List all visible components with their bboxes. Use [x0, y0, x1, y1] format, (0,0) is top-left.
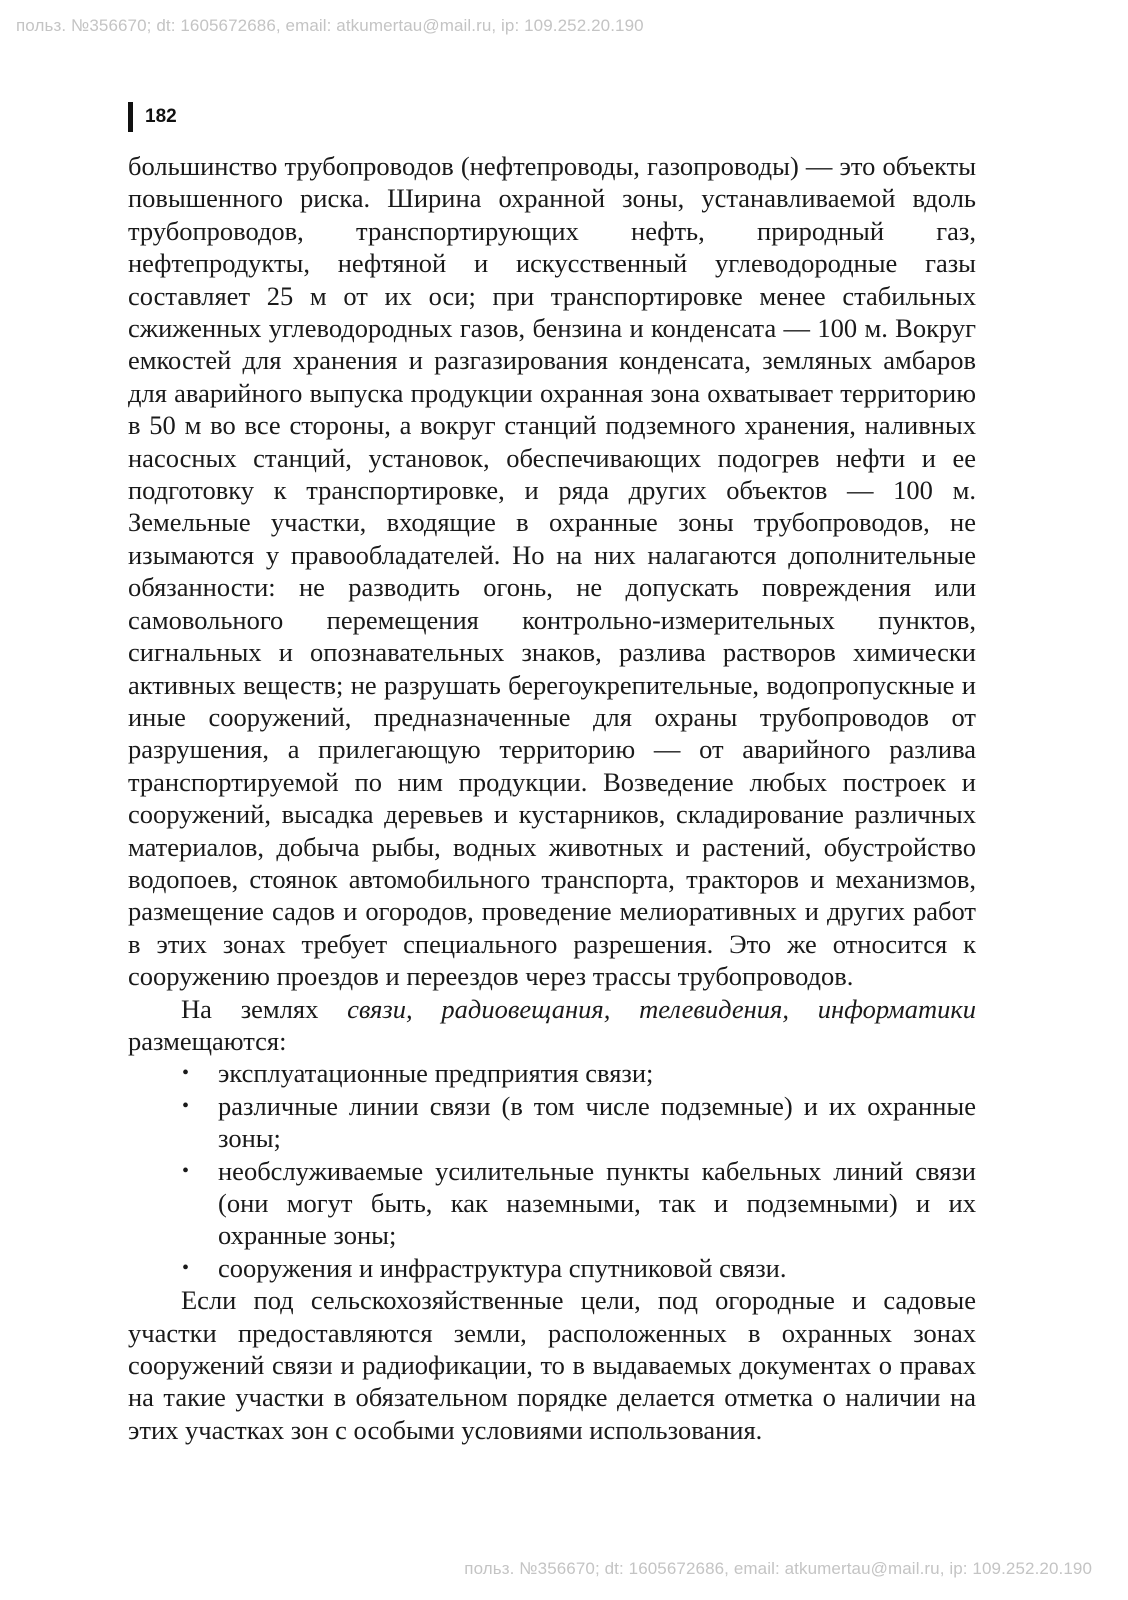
list-item-text: эксплуатационные предприятия связи;: [218, 1058, 654, 1089]
page-number: [128, 102, 177, 132]
bullet-icon: •: [182, 1256, 190, 1279]
page-number-text: 182: [145, 106, 177, 127]
list-item: [128, 1155, 976, 1252]
paragraph-pipelines: большинство трубопроводов (нефтепроводы, газопроводы) — это объекты повышенного риска. Ширина охранной зоны, устанавливаемой вдоль трубопроводов, транспортирующих нефть, природный газ, нефтепродукты, нефтяной и искусственный углеводородные газы составляет 25 м от их оси; при транспортировке менее стабильных сжиженных углеводородных газов, бензина и конденсата — 100 м. Вокруг емкостей для хранения и разгазирования конденсата, земляных амбаров для аварийного выпуска продукции охранная зона охватывает территорию в 50 м во все стороны, а вокруг станций подземного хранения, наливных насосных станций, установок, обеспечивающих подогрев нефти и ее подготовку к транспортировке, и ряда других объектов — 100 м. Земельные участки, входящие в охранные зоны трубопроводов, не изымаются у правообладателей. Но на них налагаются дополнительные обязанности: не разводить огонь, не допускать повреждения или самовольного перемещения контрольно-измерительных пунктов, сигнальных и опознавательных знаков, разлива растворов химически активных веществ; не разрушать берегоукрепительные, водопропускные и иные сооружений, предназначенные для охраны трубопроводов от разрушения, а прилегающую территорию — от аварийного разлива транспортируемой по ним продукции. Возведение любых построек и сооружений, высадка деревьев и кустарников, складирование различных материалов, добыча рыбы, водных животных и растений, обустройство водопоев, стоянок автомобильного транспорта, тракторов и механизмов, размещение садов и огородов, проведение мелиоративных и других работ в этих зонах требует специального разрешения. Это же относится к сооружению проездов и переездов через трассы трубопроводов.: [128, 151, 976, 992]
list-item-text: различные линии связи (в том числе подземные) и их охранные зоны;: [218, 1090, 976, 1154]
communications-list: [128, 1057, 976, 1284]
watermark-top: польз. №356670; dt: 1605672686, email: atkumertau@mail.ru, ip: 109.252.20.190: [16, 16, 644, 35]
watermark-bottom: польз. №356670; dt: 1605672686, email: atkumertau@mail.ru, ip: 109.252.20.190: [464, 1559, 1092, 1578]
list-item: [128, 1057, 976, 1089]
bullet-icon: •: [182, 1094, 190, 1117]
paragraph-communications-emphasis: связи, радиовещания, телевидения, информатики: [347, 993, 976, 1024]
page-body: [128, 150, 976, 1446]
list-item-text: сооружения и инфраструктура спутниковой связи.: [218, 1252, 787, 1283]
bullet-icon: •: [182, 1062, 190, 1085]
list-item: [128, 1252, 976, 1284]
bullet-icon: •: [182, 1159, 190, 1182]
paragraph-communications-lead: На землях: [181, 993, 348, 1024]
list-item-text: необслуживаемые усилительные пункты кабельных линий связи (они могут быть, как наземными, так и подземными) и их охранные зоны;: [218, 1155, 976, 1251]
paragraph-agricultural-use: Если под сельскохозяйственные цели, под огородные и садовые участки предоставляются земли, расположенных в охранных зонах сооружений связи и радиофикации, то в выдаваемых документах о правах на такие участки в обязательном порядке делается отметка о наличии на этих участках зон с особыми условиями использования.: [128, 1285, 976, 1445]
paragraph-communications-lands: [128, 993, 976, 1058]
list-item: [128, 1090, 976, 1155]
page-number-bar: [128, 102, 133, 132]
paragraph-communications-tail: размещаются:: [128, 1025, 287, 1056]
